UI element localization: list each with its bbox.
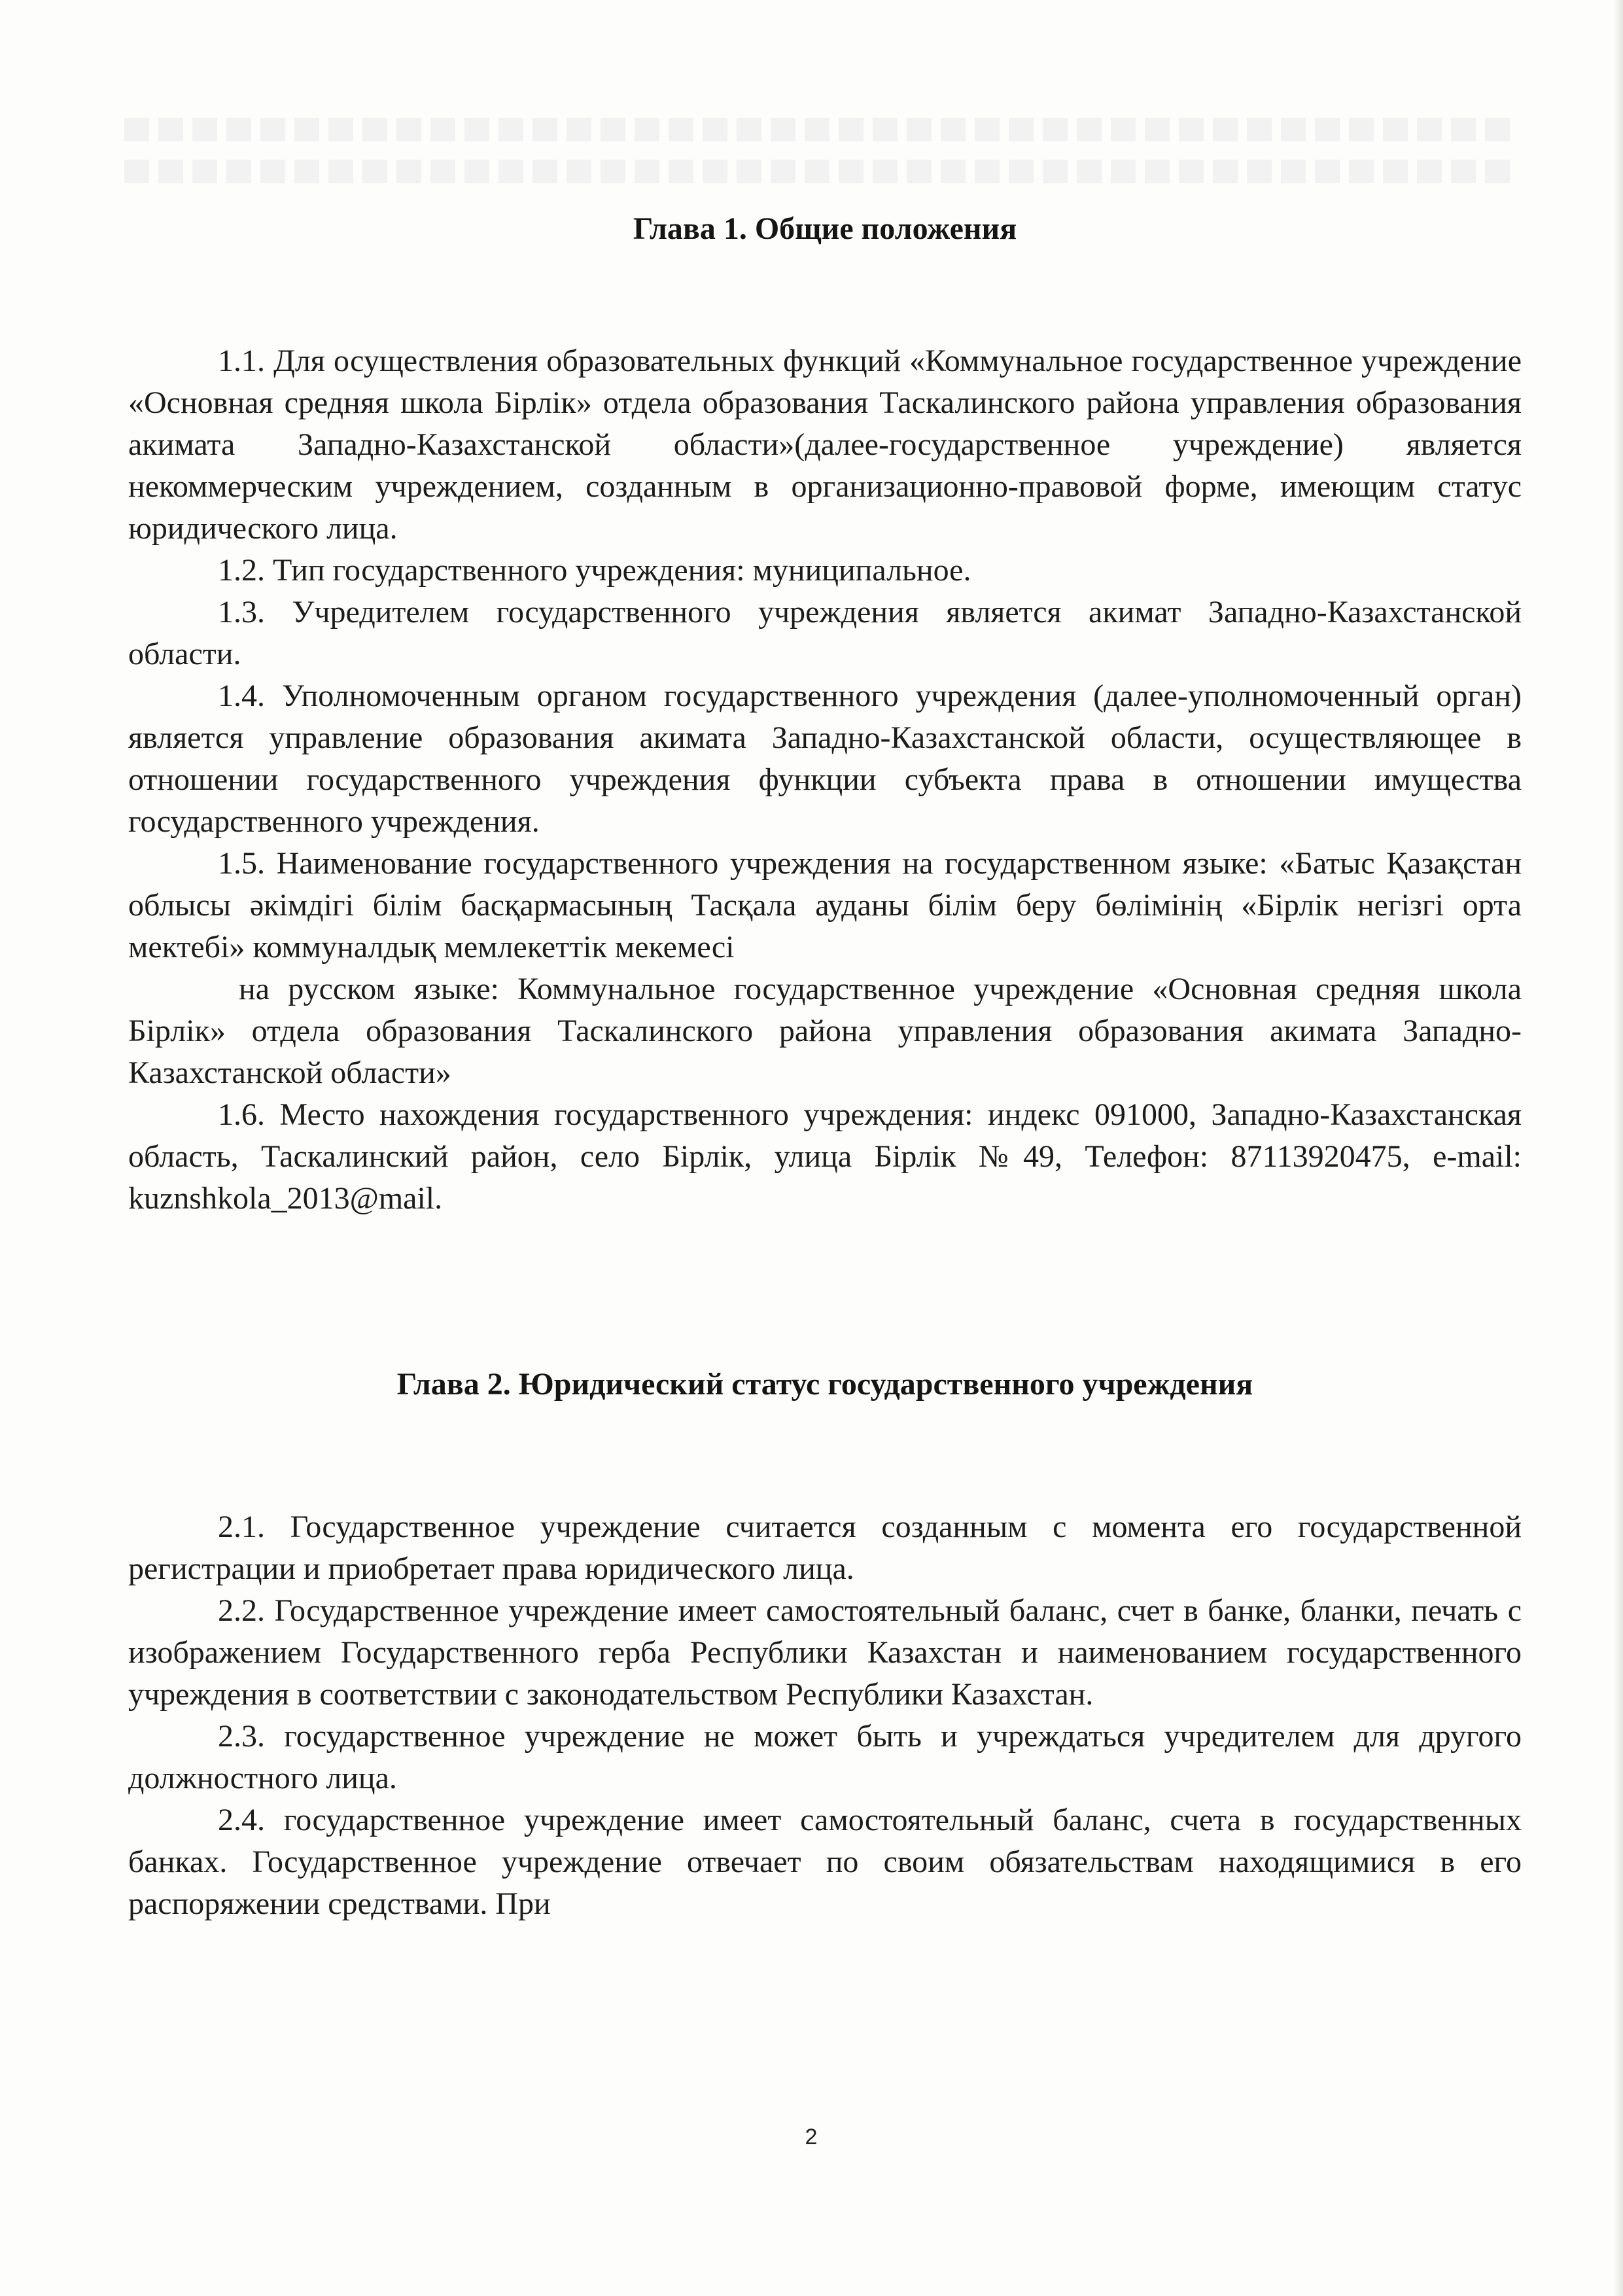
paragraph-1-2: 1.2. Тип государственного учреждения: муниципальное. (218, 553, 971, 588)
chapter-2-section (128, 1506, 1522, 1925)
chapter-2-heading: Глава 2. Юридический статус государственного учреждения (396, 1367, 1253, 1402)
paragraph-2-4: 2.4. государственное учреждение имеет самостоятельный баланс, счета в государственных банках. Государственное учреждение отвечает по своим обязательствам находящимися в его распоряжении средствами. При (128, 1803, 1522, 1921)
paragraph-1-1: 1.1. Для осуществления образовательных функций «Коммунальное государственное учреждение «Основная средняя школа Бірлік» отдела образования Таскалинского района управления образования акимата Западно-Казахстанской области»(далее-государственное учреждение) является некоммерческим учреждением, созданным в организационно-правовой форме, имеющим статус юридического лица. (128, 344, 1522, 546)
document-body (128, 196, 1522, 1925)
chapter-1-heading: Глава 1. Общие положения (633, 211, 1017, 246)
paragraph-1-3: 1.3. Учредителем государственного учреждения является акимат Западно-Казахстанской области. (128, 595, 1522, 671)
chapter-1-section (128, 340, 1522, 1220)
paragraph-1-4: 1.4. Уполномоченным органом государственного учреждения (далее-уполномоченный орган) является управление образования акимата Западно-Казахстанской области, осуществляющее в отношении государственного учреждения функции субъекта права в отношении имущества государственного учреждения. (128, 679, 1522, 839)
bleed-through-text (124, 118, 1511, 141)
paragraph-1-5: 1.5. Наименование государственного учреждения на государственном языке: «Батыс Қазақстан облысы әкімдігі білім басқармасының Тасқала ауданы білім беру бөлімінің «Бірлік негізгі орта мектебі» коммуналдық мемлекеттік мекемесі (128, 846, 1522, 964)
paragraph-2-1: 2.1. Государственное учреждение считается созданным с момента его государственной регистрации и приобретает права юридического лица. (128, 1510, 1522, 1586)
bleed-through-text (124, 160, 1511, 183)
paragraph-1-6: 1.6. Место нахождения государственного учреждения: индекс 091000, Западно-Казахстанская область, Таскалинский район, село Бірлік, улица Бірлік №49, Телефон: 87113920475, e-mail: kuznshkola_2013@mail. (128, 1097, 1522, 1216)
paragraph-2-2: 2.2. Государственное учреждение имеет самостоятельный баланс, счет в банке, бланки, печать с изображением Государственного герба Республики Казахстан и наименованием государственного учреждения в соответствии с законодательством Республики Казахстан. (128, 1593, 1522, 1712)
page-edge-shadow (1614, 0, 1623, 2296)
paragraph-1-5-russian: на русском языке: Коммунальное государственное учреждение «Основная средняя школа Бірлік» отдела образования Таскалинского района управления образования акимата Западно-Казахстанской области» (128, 972, 1522, 1090)
paragraph-2-3: 2.3. государственное учреждение не может быть и учреждаться учредителем для другого должностного лица. (128, 1719, 1522, 1795)
page-number: 2 (805, 2125, 818, 2149)
